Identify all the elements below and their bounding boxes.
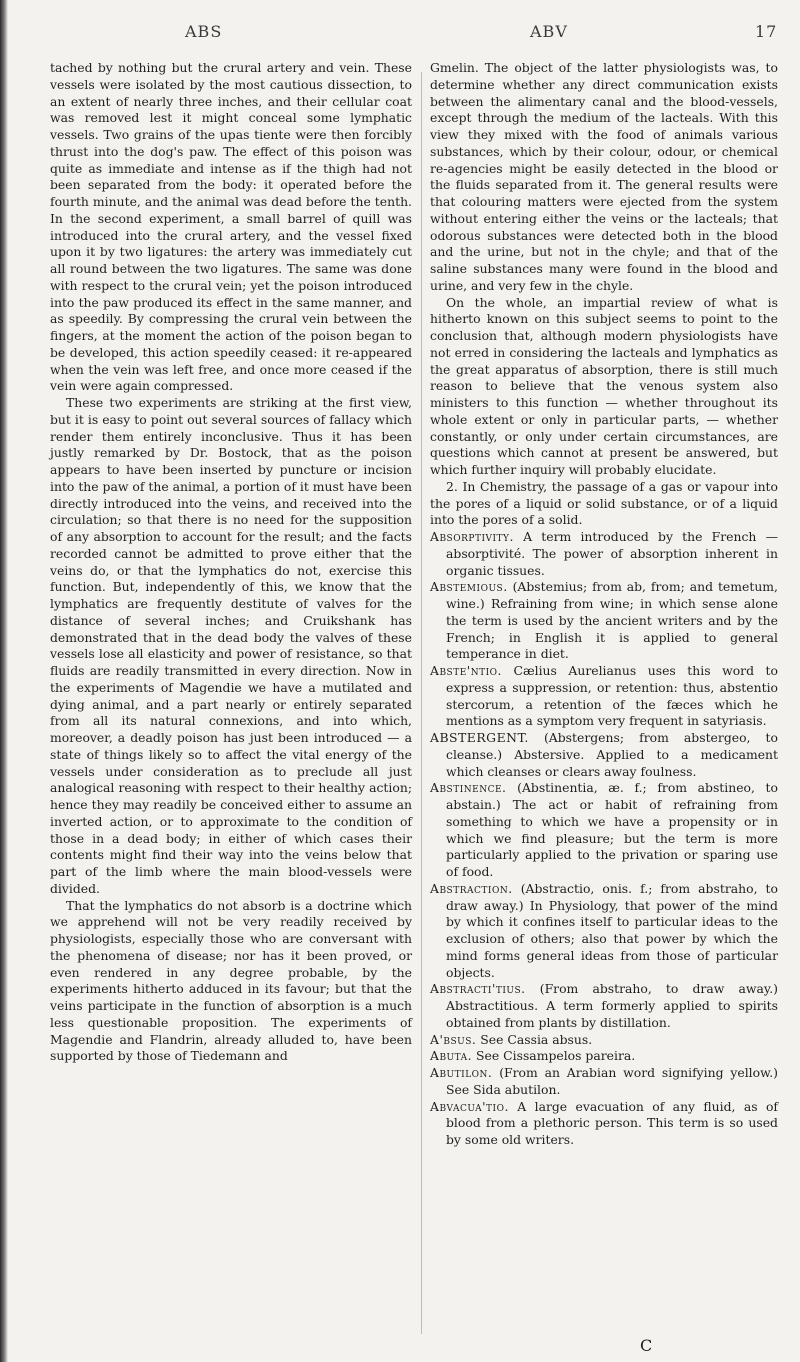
dictionary-entry bbox=[430, 1099, 778, 1149]
page-number: 17 bbox=[755, 22, 778, 41]
entry-headword: Abstemious. bbox=[430, 579, 508, 595]
entry-headword: Abstinence. bbox=[430, 780, 507, 796]
dictionary-entry bbox=[430, 1048, 778, 1065]
entry-headword: Absorptivity. bbox=[430, 529, 514, 544]
entry-definition: See Cassia absus. bbox=[476, 1031, 593, 1047]
dictionary-entry bbox=[430, 730, 778, 780]
entry-headword: Abstracti'tius. bbox=[430, 981, 526, 997]
entry-definition: (From abstraho, to draw away.) Abstractitious. A term formerly applied to spirits obtained from plants by distillation. bbox=[446, 981, 778, 1030]
running-head-left: ABS bbox=[185, 22, 223, 41]
paragraph: Gmelin. The object of the latter physiologists was, to determine whether any direct communication exists between the alimentary canal and the blood-vessels, except through the medium of the lacteals. With this view they mixed with the food of animals various substances, which by their colour, odour, or chemical re-agencies might be easily detected in the blood or the fluids separated from it. The general results were that colouring matters were ejected from the system without entering either the veins or the lacteals; that odorous substances were detected both in the blood and the urine, but not in the chyle; and that of the saline substances many were found in the blood and urine, and very few in the chyle. bbox=[430, 60, 778, 293]
entry-headword: Abutilon. bbox=[430, 1065, 493, 1080]
dictionary-entry bbox=[430, 1032, 778, 1049]
entry-definition: See Cissampelos pareira. bbox=[472, 1048, 636, 1064]
entry-definition: (Abstinentia, æ. f.; from abstineo, to abstain.) The act or habit of refraining from something to which we have a propensity or in which we find pleasure; but the term is more particularly applied to the privation or sparing use of food. bbox=[446, 780, 778, 879]
entry-headword: ABSTERGENT. bbox=[430, 730, 529, 745]
dictionary-entry bbox=[430, 663, 778, 730]
running-head-right: ABV bbox=[530, 22, 568, 41]
paragraph: tached by nothing but the crural artery and vein. These vessels were isolated by the most cautious dissection, to an extent of nearly three inches, and their cellular coat was removed lest it might conceal some lymphatic vessels. Two grains of the upas tiente were then forcibly thrust into the dog's paw. The effect of this poison was quite as immediate and intense as if the thigh had not been separated from the body: it operated before the fourth minute, and the animal was dead before the tenth. In the second experiment, a small barrel of quill was introduced into the crural artery, and the vessel fixed upon it by two ligatures: the artery was immediately cut all round between the two ligatures. The same was done with respect to the crural vein; yet the poison introduced into the paw produced its effect in the same manner, and as speedily. By compressing the crural vein between the fingers, at the moment the action of the poison began to be developed, this action speedily ceased: it re-appeared when the vein was left free, and once more ceased if the vein were again compressed. bbox=[50, 60, 412, 394]
binding-shadow bbox=[0, 0, 8, 1362]
entry-definition: Cælius Aurelianus uses this word to express a suppression, or retention: thus, abstentio stercorum, a retention of the fæces which he mentions as a symptom very frequent in satyriasis. bbox=[446, 663, 778, 729]
entry-definition: (Abstractio, onis. f.; from abstraho, to draw away.) In Physiology, that power of the mind by which it confines itself to particular ideas to the exclusion of others; also that power by which the mind forms general ideas from those of particular objects. bbox=[446, 880, 778, 980]
dictionary-entry bbox=[430, 881, 778, 982]
entry-headword: A'bsus. bbox=[430, 1031, 477, 1047]
paragraph: 2. In Chemistry, the passage of a gas or vapour into the pores of a liquid or solid substance, or of a liquid into the pores of a solid. bbox=[430, 478, 778, 528]
entry-definition: A term introduced by the French — absorptivité. The power of absorption inherent in organic tissues. bbox=[446, 529, 778, 578]
left-column bbox=[50, 60, 412, 1065]
right-column bbox=[430, 60, 778, 1149]
entry-headword: Abuta. bbox=[430, 1048, 473, 1064]
dictionary-entry bbox=[430, 780, 778, 881]
paragraph: On the whole, an impartial review of what is hitherto known on this subject seems to point to the conclusion that, although modern physiologists have not erred in considering the lacteals and lymphatics as the great apparatus of absorption, there is still much reason to believe that the venous system also ministers to this function — whether throughout its whole extent or only in particular parts, — whether constantly, or only under certain circumstances, are questions which cannot at present be answered, but which further inquiry will probably elucidate. bbox=[430, 294, 778, 477]
entry-definition: (Abstergens; from abstergeo, to cleanse.) Abstersive. Applied to a medicament which cleanses or clears away foulness. bbox=[446, 730, 778, 779]
paragraph: That the lymphatics do not absorb is a doctrine which we apprehend will not be very readily received by physiologists, especially those who are conversant with the phenomena of disease; nor has it been proved, or even rendered in any degree probable, by the experiments hitherto adduced in its favour; but that the veins participate in the function of absorption is a much less questionable proposition. The experiments of Magendie and Flandrin, already alluded to, have been supported by those of Tiedemann and bbox=[50, 897, 412, 1064]
entry-definition: (From an Arabian word signifying yellow.) See Sida abutilon. bbox=[446, 1065, 778, 1097]
entry-definition: (Abstemius; from ab, from; and temetum, wine.) Refraining from wine; in which sense alone the term is used by the ancient writers and by the French; in English it is applied to general temperance in diet. bbox=[446, 579, 778, 662]
column-divider bbox=[421, 72, 422, 1334]
dictionary-entry bbox=[430, 1065, 778, 1099]
entry-headword: Abstraction. bbox=[430, 880, 513, 896]
dictionary-entry bbox=[430, 981, 778, 1031]
running-head bbox=[0, 22, 800, 46]
entry-definition: A large evacuation of any fluid, as of blood from a plethoric person. This term is so used by some old writers. bbox=[446, 1098, 778, 1147]
dictionary-entry bbox=[430, 529, 778, 579]
paragraph: These two experiments are striking at the first view, but it is easy to point out several sources of fallacy which render them entirely inconclusive. Thus it has been justly remarked by Dr. Bostock, that as the poison appears to have been inserted by puncture or incision into the paw of the animal, a portion of it must have been directly introduced into the veins, and received into the circulation; so that there is no need for the supposition of any absorption to account for the result; and the facts recorded cannot be admitted to prove either that the veins do, or that the lymphatics do not, exercise this function. But, independently of this, we know that the lymphatics are frequently destitute of valves for the distance of several inches; and Cruikshank has demonstrated that in the dead body the valves of these vessels lose all elasticity and power of resistance, so that fluids are readily transmitted in every direction. Now in the experiments of Magendie we have a mutilated and dying animal, and a part nearly or entirely separated from all its natural connexions, and into which, moreover, a deadly poison has just been introduced — a state of things likely so to affect the vital energy of the vessels under consideration as to preclude all just analogical reasoning with respect to their healthy action; hence they may readily be conceived either to assume an inverted action, or to approximate to the condition of those in a dead body; in either of which cases their contents might find their way into the veins below that part of the limb where the main blood-vessels were divided. bbox=[50, 395, 412, 896]
dictionary-entry bbox=[430, 579, 778, 663]
signature-mark: C bbox=[640, 1336, 653, 1355]
entry-headword: Abste'ntio. bbox=[430, 663, 502, 678]
entry-headword: Abvacua'tio. bbox=[430, 1098, 509, 1114]
